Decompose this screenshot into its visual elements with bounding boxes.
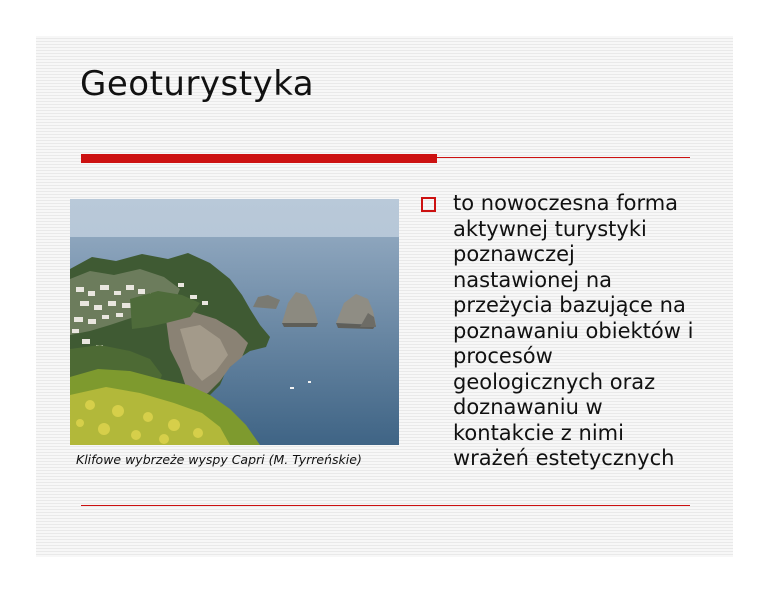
coastline-photo	[70, 199, 399, 445]
slide-title: Geoturystyka	[80, 64, 315, 104]
bullet-text-line: poznawczej	[453, 242, 575, 266]
bullet-text-line: aktywnej turystyki	[453, 216, 647, 241]
bullet-text-line: geologicznych oraz	[453, 369, 656, 394]
bullet-text-line: przeżycia bazujące na	[453, 293, 686, 317]
bullet-text-line: poznawaniu obiektów i	[453, 318, 694, 343]
title-underline-thin	[437, 157, 690, 158]
bullet-text	[453, 191, 723, 472]
square-bullet-icon	[421, 197, 436, 212]
photo-caption: Klifowe wybrzeże wyspy Capri (M. Tyrreńskie)	[76, 452, 362, 467]
bullet-text-line: procesów	[453, 344, 553, 368]
bullet-text-line: kontakcie z nimi	[453, 420, 624, 445]
bullet-text-line: nastawionej na	[453, 267, 612, 292]
footer-rule	[81, 505, 690, 506]
bullet-text-line: doznawaniu w	[453, 395, 603, 419]
bullet-text-line: wrażeń estetycznych	[453, 446, 675, 470]
title-underline-thick	[81, 154, 437, 163]
bullet-text-line: to nowoczesna forma	[453, 191, 679, 215]
